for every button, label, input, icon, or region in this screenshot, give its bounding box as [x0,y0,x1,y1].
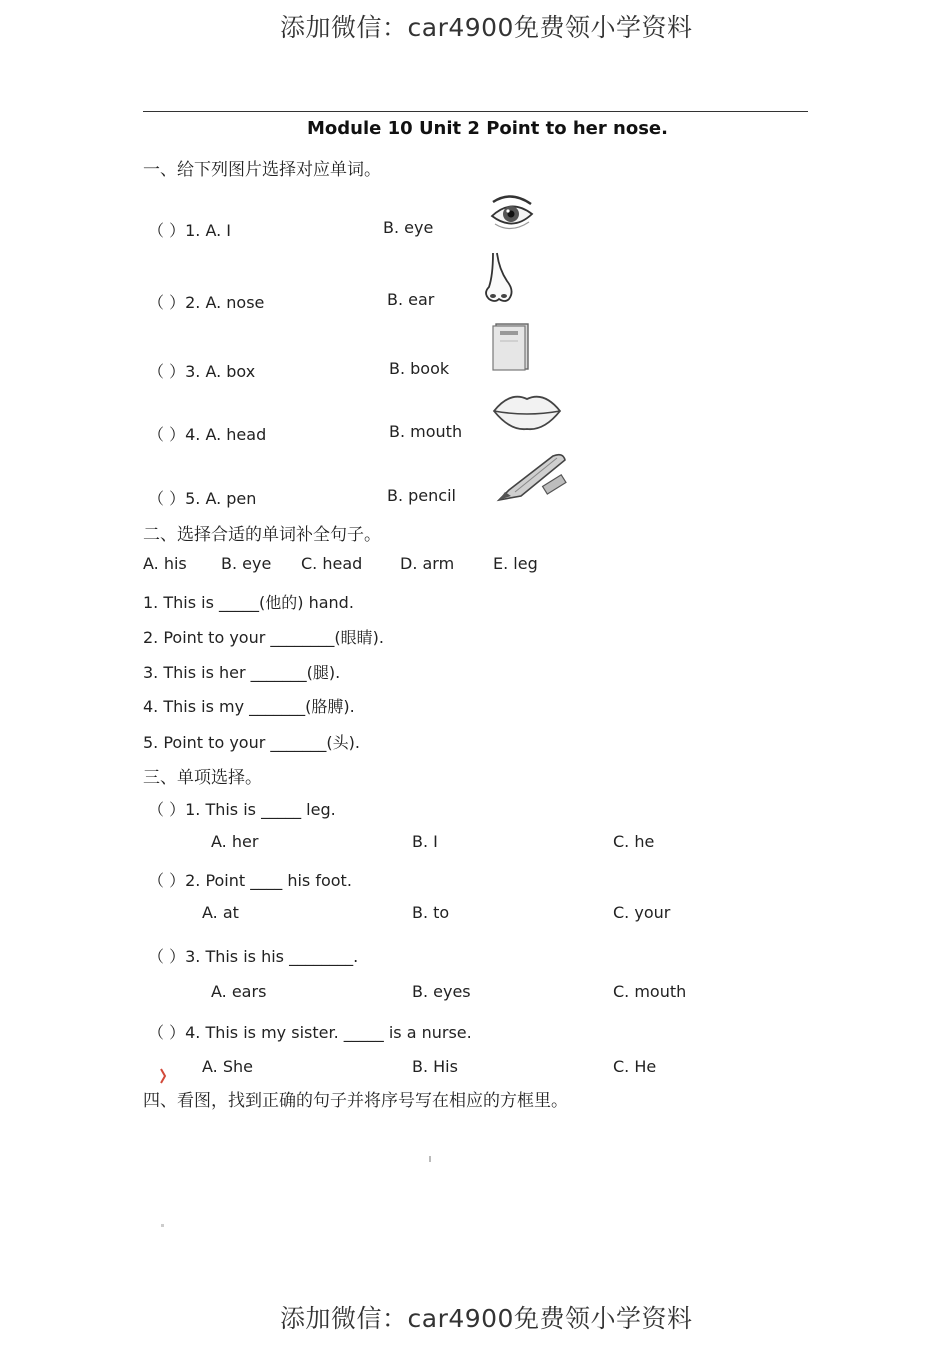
s3-question-2: （ ）2. Point ____ his foot. [148,871,352,890]
s3-q2-option-a: A. at [202,903,239,922]
watermark-top: 添加微信：car4900免费领小学资料 [280,13,693,42]
s2-sentence-2: 2. Point to your ________(眼睛). [143,628,384,647]
nose-picture-icon [481,251,517,305]
s3-q1-option-c: C. he [613,832,655,851]
red-mark-icon [160,1068,166,1084]
s2-option-d: D. arm [400,554,455,573]
s1-question-1: （ ）1. A. I [148,221,231,240]
header-rule [143,111,808,112]
section3-heading: 三、单项选择。 [143,768,262,788]
s1-option-b-1: B. eye [383,218,434,237]
s1-question-5: （ ）5. A. pen [148,489,257,508]
worksheet-title: Module 10 Unit 2 Point to her nose. [307,118,668,139]
eye-picture-icon [489,192,535,236]
s2-option-b: B. eye [221,554,272,573]
s3-question-4: （ ）4. This is my sister. _____ is a nurse. [148,1023,472,1042]
mouth-picture-icon [492,389,562,433]
s3-q2-option-b: B. to [412,903,450,922]
section1-heading: 一、给下列图片选择对应单词。 [143,160,381,180]
s1-question-4: （ ）4. A. head [148,425,267,444]
s1-question-3: （ ）3. A. box [148,362,256,381]
pen-picture-icon [495,452,569,504]
s2-sentence-4: 4. This is my _______(胳膊). [143,697,355,716]
s1-option-b-2: B. ear [387,290,435,309]
speck-mark [429,1156,431,1162]
book-picture-icon [492,321,530,371]
s3-q4-option-c: C. He [613,1057,657,1076]
section4-heading: 四、看图，找到正确的句子并将序号写在相应的方框里。 [143,1091,568,1111]
s3-question-1: （ ）1. This is _____ leg. [148,800,336,819]
s3-q4-option-b: B. His [412,1057,458,1076]
s1-question-2: （ ）2. A. nose [148,293,265,312]
s3-question-3: （ ）3. This is his ________. [148,947,359,966]
s3-q4-option-a: A. She [202,1057,253,1076]
s3-q3-option-c: C. mouth [613,982,687,1001]
s1-option-b-4: B. mouth [389,422,463,441]
s3-q1-option-b: B. I [412,832,438,851]
s3-q1-option-a: A. her [211,832,259,851]
s2-option-a: A. his [143,554,187,573]
section2-heading: 二、选择合适的单词补全句子。 [143,525,381,545]
s2-sentence-3: 3. This is her _______(腿). [143,663,341,682]
watermark-bottom: 添加微信：car4900免费领小学资料 [280,1304,693,1333]
s2-option-e: E. leg [493,554,538,573]
s2-option-c: C. head [301,554,363,573]
s3-q3-option-b: B. eyes [412,982,471,1001]
s1-option-b-3: B. book [389,359,450,378]
s2-sentence-5: 5. Point to your _______(头). [143,733,360,752]
s3-q2-option-c: C. your [613,903,671,922]
speck-mark [161,1224,164,1227]
s3-q3-option-a: A. ears [211,982,267,1001]
s1-option-b-5: B. pencil [387,486,456,505]
s2-sentence-1: 1. This is _____(他的) hand. [143,593,354,612]
